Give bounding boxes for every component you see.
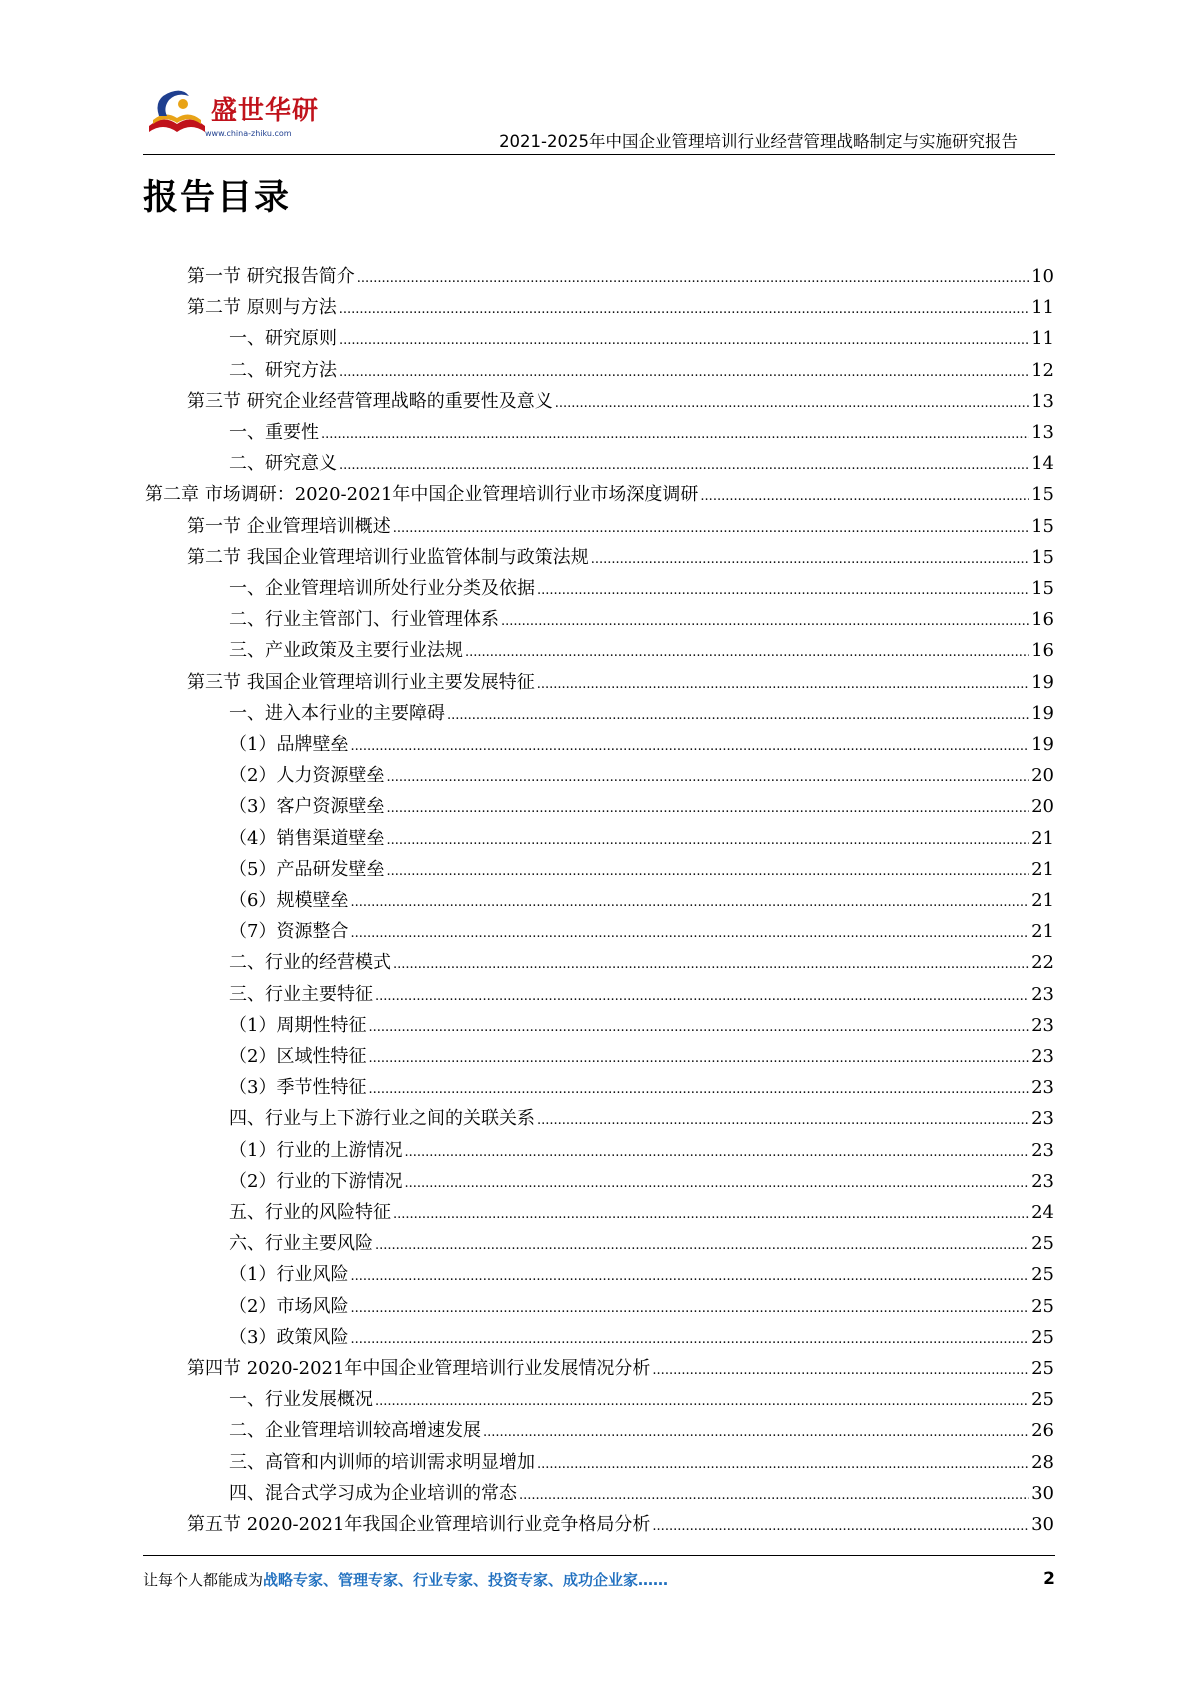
- toc-entry-label: 第一节 研究报告简介: [187, 266, 355, 287]
- toc-entry-page: 23: [1031, 1108, 1054, 1130]
- toc-entry[interactable]: [229, 1415, 1054, 1446]
- toc-entry-page: 12: [1031, 359, 1054, 381]
- toc-entry-page: 25: [1031, 1358, 1054, 1379]
- toc-leader-dots: [501, 604, 1029, 637]
- toc-entry-label: 一、重要性: [229, 422, 319, 443]
- toc-entry[interactable]: [187, 292, 1054, 323]
- toc-entry-label: 第二节 我国企业管理培训行业监管体制与政策法规: [187, 546, 589, 568]
- toc-entry-page: 23: [1031, 1139, 1054, 1161]
- toc-entry[interactable]: [187, 1353, 1054, 1384]
- toc-entry[interactable]: [187, 667, 1054, 698]
- toc-leader-dots: [350, 885, 1029, 918]
- toc-entry-label: 一、企业管理培训所处行业分类及依据: [229, 578, 535, 599]
- toc-leader-dots: [386, 760, 1029, 793]
- toc-entry[interactable]: [229, 355, 1054, 386]
- page-title: 报告目录: [143, 178, 292, 218]
- toc-entry-label: （2）市场风险: [229, 1295, 349, 1317]
- toc-entry-label: 一、进入本行业的主要障碍: [229, 702, 445, 724]
- toc-entry-label: （1）品牌壁垒: [229, 734, 349, 755]
- toc-entry-page: 23: [1031, 1014, 1054, 1036]
- toc-entry[interactable]: [187, 386, 1054, 417]
- toc-entry[interactable]: [187, 511, 1054, 542]
- toc-entry-label: （1）行业风险: [229, 1264, 349, 1286]
- logo-url: www.china-zhiku.com: [205, 129, 292, 138]
- toc-entry-page: 25: [1031, 1326, 1054, 1348]
- toc-entry-page: 26: [1031, 1420, 1054, 1442]
- toc-leader-dots: [350, 916, 1029, 949]
- toc-leader-dots: [368, 1010, 1029, 1043]
- toc-entry-label: 第二章 市场调研：2020-2021年中国企业管理培训行业市场深度调研: [145, 484, 699, 506]
- toc-entry-label: （1）周期性特征: [229, 1014, 367, 1036]
- toc-leader-dots: [537, 667, 1029, 700]
- toc-entry-label: （5）产品研发壁垒: [229, 858, 385, 880]
- toc-entry-label: 二、企业管理培训较高增速发展: [229, 1420, 481, 1442]
- footer-slogan-lead: 让每个人都能成为: [143, 1571, 264, 1589]
- toc-entry[interactable]: [229, 1447, 1054, 1478]
- toc-entry-page: 19: [1031, 734, 1054, 755]
- toc-entry-label: 第二节 原则与方法: [187, 297, 337, 319]
- toc-leader-dots: [339, 355, 1029, 388]
- toc-entry-page: 21: [1031, 827, 1054, 849]
- toc-leader-dots: [386, 791, 1029, 824]
- toc-entry-page: 15: [1031, 484, 1054, 506]
- toc-entry-page: 21: [1031, 858, 1054, 880]
- toc-entry[interactable]: [229, 1478, 1054, 1509]
- toc-entry[interactable]: [229, 417, 1054, 448]
- toc-entry-label: 四、混合式学习成为企业培训的常态: [229, 1482, 517, 1504]
- toc-entry[interactable]: [229, 1135, 1054, 1166]
- toc-leader-dots: [368, 1041, 1029, 1074]
- toc-entry-page: 20: [1031, 796, 1054, 818]
- toc-entry-page: 16: [1031, 640, 1054, 662]
- toc-entry-label: （1）行业的上游情况: [229, 1139, 403, 1161]
- header-divider: [143, 154, 1055, 155]
- toc-entry-label: 二、行业的经营模式: [229, 952, 391, 974]
- toc-entry-page: 13: [1031, 390, 1054, 412]
- toc-leader-dots: [375, 1384, 1029, 1417]
- toc-entry[interactable]: [229, 1010, 1054, 1041]
- toc-entry-page: 23: [1031, 1046, 1054, 1067]
- toc-entry[interactable]: [229, 916, 1054, 947]
- toc-leader-dots: [386, 854, 1029, 887]
- toc-entry[interactable]: [229, 604, 1054, 635]
- toc-entry[interactable]: [187, 1509, 1054, 1540]
- toc-leader-dots: [339, 292, 1029, 325]
- toc-entry-label: 四、行业与上下游行业之间的关联关系: [229, 1108, 535, 1130]
- toc-entry-page: 11: [1031, 297, 1054, 319]
- toc-entry[interactable]: [229, 854, 1054, 885]
- toc-entry[interactable]: [229, 1322, 1054, 1353]
- toc-leader-dots: [483, 1415, 1029, 1448]
- toc-entry-label: （3）季节性特征: [229, 1077, 367, 1099]
- toc-leader-dots: [321, 417, 1029, 450]
- toc-entry-label: （6）规模壁垒: [229, 890, 349, 911]
- toc-leader-dots: [700, 479, 1029, 512]
- toc-entry-label: 第三节 研究企业经营管理战略的重要性及意义: [187, 390, 553, 412]
- toc-entry-label: 一、行业发展概况: [229, 1389, 373, 1411]
- toc-entry-label: 六、行业主要风险: [229, 1233, 373, 1255]
- toc-entry-page: 21: [1031, 890, 1054, 911]
- toc-entry-page: 19: [1031, 702, 1054, 724]
- toc-entry[interactable]: [229, 1291, 1054, 1322]
- toc-entry[interactable]: [187, 542, 1054, 573]
- toc-entry[interactable]: [229, 1384, 1054, 1415]
- toc-entry-page: 22: [1031, 952, 1054, 974]
- toc-entry-label: 二、研究意义: [229, 453, 337, 475]
- toc-entry-page: 25: [1031, 1389, 1054, 1411]
- toc-entry-label: （2）区域性特征: [229, 1046, 367, 1067]
- toc-entry-page: 28: [1031, 1451, 1054, 1473]
- toc-leader-dots: [393, 947, 1029, 980]
- toc-entry-label: 第五节 2020-2021年我国企业管理培训行业竞争格局分析: [187, 1514, 651, 1535]
- toc-entry-page: 23: [1031, 1077, 1054, 1099]
- toc-entry-label: （3）客户资源壁垒: [229, 796, 385, 818]
- toc-leader-dots: [465, 635, 1029, 668]
- toc-entry-page: 23: [1031, 983, 1054, 1005]
- toc-entry[interactable]: [229, 1103, 1054, 1134]
- toc-entry[interactable]: [229, 698, 1054, 729]
- toc-entry[interactable]: [229, 729, 1054, 760]
- toc-entry-label: 二、研究方法: [229, 359, 337, 381]
- toc-entry-page: 30: [1031, 1482, 1054, 1504]
- toc-entry[interactable]: [229, 1259, 1054, 1290]
- toc-entry-page: 15: [1031, 578, 1054, 599]
- page-number: 2: [1043, 1569, 1055, 1589]
- footer-slogan-roles: 战略专家、管理专家、行业专家、投资专家、成功企业家……: [263, 1571, 669, 1589]
- toc-entry[interactable]: [187, 261, 1054, 292]
- toc-leader-dots: [404, 1166, 1029, 1199]
- toc-entry-label: 三、行业主要特征: [229, 983, 373, 1005]
- toc-entry[interactable]: [229, 823, 1054, 854]
- toc-leader-dots: [375, 1228, 1029, 1261]
- toc-entry[interactable]: [229, 1041, 1054, 1072]
- toc-entry-page: 16: [1031, 609, 1054, 631]
- toc-entry-label: 三、高管和内训师的培训需求明显增加: [229, 1451, 535, 1473]
- toc-entry-page: 25: [1031, 1264, 1054, 1286]
- toc-leader-dots: [519, 1478, 1029, 1511]
- footer-divider: [143, 1555, 1055, 1556]
- toc-entry[interactable]: [229, 1197, 1054, 1228]
- toc-leader-dots: [357, 261, 1029, 294]
- toc-entry[interactable]: [229, 979, 1054, 1010]
- toc-leader-dots: [339, 448, 1029, 481]
- toc-entry[interactable]: [229, 635, 1054, 666]
- toc-leader-dots: [652, 1509, 1029, 1542]
- toc-leader-dots: [447, 698, 1029, 731]
- toc-entry[interactable]: [229, 885, 1054, 916]
- toc-entry-page: 15: [1031, 515, 1054, 537]
- toc-entry[interactable]: [229, 448, 1054, 479]
- toc-entry-label: 第一节 企业管理培训概述: [187, 515, 391, 537]
- logo-book-icon: [143, 84, 211, 144]
- toc-leader-dots: [404, 1135, 1029, 1168]
- company-logo: [143, 84, 320, 144]
- toc-entry-label: （3）政策风险: [229, 1326, 349, 1348]
- report-title: 2021-2025年中国企业管理培训行业经营管理战略制定与实施研究报告: [499, 132, 1018, 151]
- toc-leader-dots: [537, 1103, 1029, 1136]
- toc-leader-dots: [393, 1197, 1029, 1230]
- toc-entry-page: 15: [1031, 546, 1054, 568]
- toc-entry[interactable]: [229, 573, 1054, 604]
- toc-entry-label: （4）销售渠道壁垒: [229, 827, 385, 849]
- toc-entry-label: （7）资源整合: [229, 921, 349, 943]
- toc-entry-page: 20: [1031, 765, 1054, 787]
- toc-leader-dots: [652, 1353, 1029, 1386]
- toc-entry-page: 13: [1031, 422, 1054, 443]
- toc-leader-dots: [350, 1259, 1029, 1292]
- toc-entry-label: 二、行业主管部门、行业管理体系: [229, 609, 499, 631]
- toc-entry[interactable]: [229, 323, 1054, 354]
- toc-entry-page: 30: [1031, 1514, 1054, 1535]
- toc-leader-dots: [537, 1447, 1029, 1480]
- toc-entry[interactable]: [229, 760, 1054, 791]
- toc-entry-page: 19: [1031, 671, 1054, 693]
- toc-entry-page: 24: [1031, 1202, 1054, 1223]
- toc-entry-label: 第三节 我国企业管理培训行业主要发展特征: [187, 671, 535, 693]
- toc-leader-dots: [375, 979, 1029, 1012]
- toc-entry[interactable]: [229, 1166, 1054, 1197]
- toc-entry-label: 三、产业政策及主要行业法规: [229, 640, 463, 662]
- toc-leader-dots: [368, 1072, 1029, 1105]
- toc-entry-page: 21: [1031, 921, 1054, 943]
- toc-entry-label: 五、行业的风险特征: [229, 1202, 391, 1223]
- toc-entry[interactable]: [229, 791, 1054, 822]
- toc-leader-dots: [386, 823, 1029, 856]
- toc-leader-dots: [393, 511, 1029, 544]
- toc-leader-dots: [591, 542, 1029, 575]
- toc-entry-page: 11: [1031, 328, 1054, 350]
- logo-name: 盛世华研: [211, 96, 320, 126]
- toc-entry[interactable]: [145, 479, 1054, 510]
- toc-entry-label: （2）人力资源壁垒: [229, 765, 385, 787]
- toc-entry-page: 14: [1031, 453, 1054, 475]
- toc-entry-label: 一、研究原则: [229, 328, 337, 350]
- toc-entry-page: 25: [1031, 1233, 1054, 1255]
- toc-entry[interactable]: [229, 1072, 1054, 1103]
- toc-leader-dots: [350, 1322, 1029, 1355]
- toc-leader-dots: [350, 729, 1029, 762]
- toc-entry[interactable]: [229, 1228, 1054, 1259]
- toc-entry-page: 10: [1031, 266, 1054, 287]
- toc-entry-page: 25: [1031, 1295, 1054, 1317]
- toc-entry[interactable]: [229, 947, 1054, 978]
- page-footer: [143, 1569, 1055, 1593]
- toc-entry-label: （2）行业的下游情况: [229, 1170, 403, 1192]
- toc-leader-dots: [350, 1291, 1029, 1324]
- toc-leader-dots: [339, 323, 1029, 356]
- toc-leader-dots: [537, 573, 1029, 606]
- toc-entry-label: 第四节 2020-2021年中国企业管理培训行业发展情况分析: [187, 1358, 651, 1379]
- toc-leader-dots: [555, 386, 1029, 419]
- toc-entry-page: 23: [1031, 1170, 1054, 1192]
